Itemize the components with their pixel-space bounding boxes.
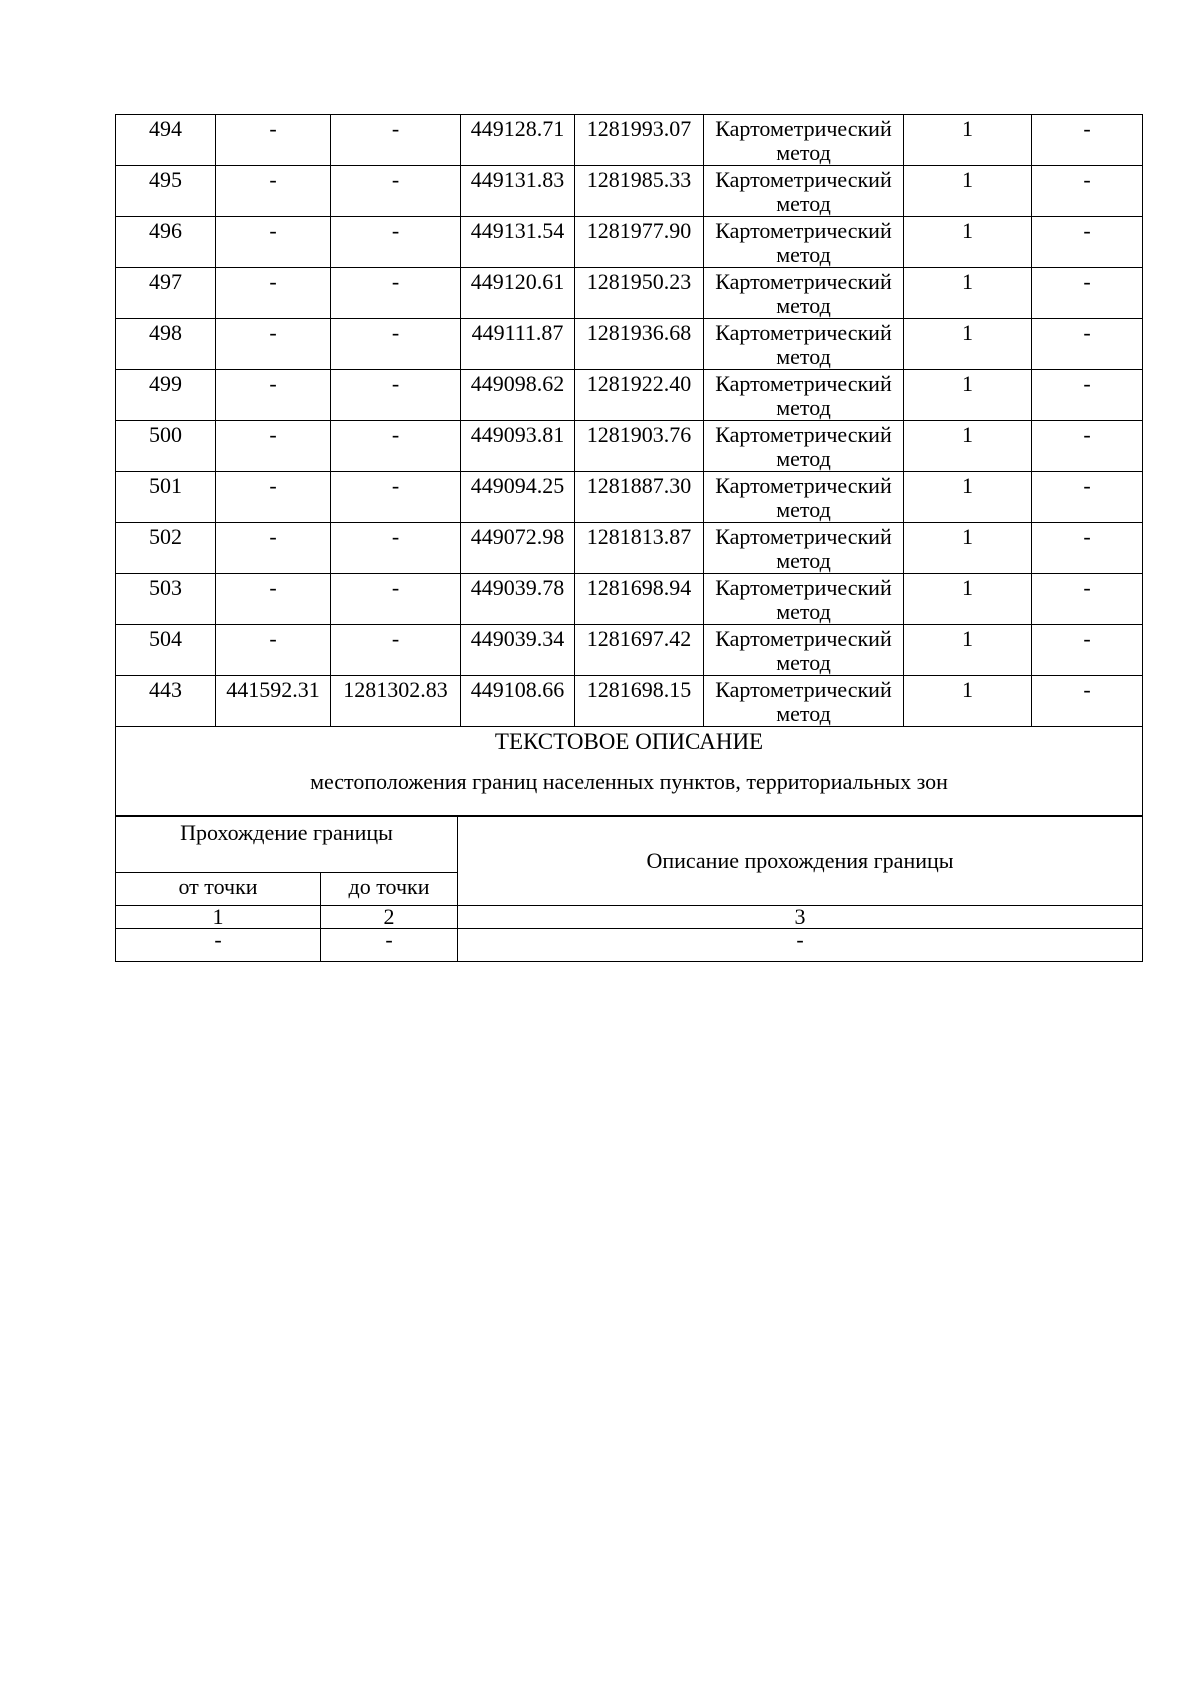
table-row [116, 217, 1143, 268]
note-value-text: - [1083, 575, 1091, 600]
table-row [116, 421, 1143, 472]
note-value-text: - [1083, 473, 1091, 498]
table-row [116, 676, 1143, 727]
x-old-value-text: - [269, 371, 277, 396]
method-line-1: Картометрический [715, 473, 892, 498]
point-number-text: 495 [149, 167, 182, 192]
x-new-value [461, 523, 575, 574]
point-number [116, 370, 216, 421]
method-line-2: метод [776, 140, 831, 165]
x-new-value [461, 370, 575, 421]
y-new-value [575, 166, 704, 217]
table-row [116, 115, 1143, 166]
y-old-value [331, 217, 461, 268]
note-value [1032, 523, 1143, 574]
x-old-value [216, 217, 331, 268]
x-new-value [461, 115, 575, 166]
table-row [116, 370, 1143, 421]
x-new-value-text: 449111.87 [471, 320, 564, 345]
header-from-point-label: от точки [178, 874, 258, 899]
point-number-text: 494 [149, 116, 182, 141]
y-new-value-text: 1281887.30 [586, 473, 692, 498]
method-line-2: метод [776, 599, 831, 624]
point-number-text: 443 [149, 677, 182, 702]
method-line-2: метод [776, 701, 831, 726]
point-number-text: 499 [149, 371, 182, 396]
x-new-value [461, 166, 575, 217]
method-cell [704, 166, 904, 217]
x-new-value-text: 449108.66 [470, 677, 565, 702]
y-old-value [331, 421, 461, 472]
y-old-value-text: 1281302.83 [343, 677, 448, 702]
text-description-row [116, 727, 1143, 817]
method-cell [704, 421, 904, 472]
table-row [116, 574, 1143, 625]
y-old-value [331, 523, 461, 574]
header-boundary-passage-label: Прохождение границы [180, 820, 393, 845]
note-value [1032, 676, 1143, 727]
boundary-description-value: - [458, 929, 1143, 962]
note-value [1032, 370, 1143, 421]
note-value [1032, 268, 1143, 319]
x-new-value-text: 449131.54 [470, 218, 565, 243]
column-number-3: 3 [458, 906, 1143, 929]
y-new-value [575, 676, 704, 727]
note-value-text: - [1083, 269, 1091, 294]
note-value [1032, 319, 1143, 370]
point-number [116, 421, 216, 472]
point-number [116, 217, 216, 268]
accuracy-value [904, 319, 1032, 370]
accuracy-value [904, 166, 1032, 217]
y-new-value-text: 1281950.23 [586, 269, 692, 294]
header-to-point-label: до точки [348, 874, 430, 899]
method-cell [704, 115, 904, 166]
method-line-1: Картометрический [715, 167, 892, 192]
table-row [116, 472, 1143, 523]
y-old-value-text: - [391, 371, 400, 396]
accuracy-value [904, 370, 1032, 421]
point-number-text: 496 [149, 218, 182, 243]
point-number [116, 115, 216, 166]
method-cell [704, 676, 904, 727]
method-line-2: метод [776, 446, 831, 471]
y-new-value-text: 1281697.42 [586, 626, 692, 651]
y-new-value-text: 1281698.15 [586, 677, 692, 702]
point-number [116, 319, 216, 370]
table-row [116, 166, 1143, 217]
x-old-value [216, 166, 331, 217]
accuracy-value-text: 1 [962, 371, 973, 396]
boundary-passage-table [115, 815, 1143, 962]
y-new-value [575, 370, 704, 421]
method-line-2: метод [776, 497, 831, 522]
x-new-value [461, 472, 575, 523]
y-old-value [331, 268, 461, 319]
x-old-value [216, 625, 331, 676]
method-line-2: метод [776, 395, 831, 420]
accuracy-value [904, 268, 1032, 319]
method-line-1: Картометрический [715, 320, 892, 345]
method-line-2: метод [776, 191, 831, 216]
text-description-title: ТЕКСТОВОЕ ОПИСАНИЕ [494, 729, 764, 754]
y-new-value-text: 1281936.68 [586, 320, 692, 345]
x-old-value-text: - [269, 320, 277, 345]
y-new-value-text: 1281985.33 [586, 167, 692, 192]
note-value [1032, 625, 1143, 676]
accuracy-value [904, 217, 1032, 268]
y-old-value-text: - [391, 167, 400, 192]
x-new-value-text: 449072.98 [470, 524, 565, 549]
x-old-value [216, 268, 331, 319]
accuracy-value [904, 523, 1032, 574]
y-old-value [331, 166, 461, 217]
y-new-value [575, 115, 704, 166]
method-line-1: Картометрический [715, 371, 892, 396]
header-boundary-passage [116, 816, 458, 873]
y-old-value-text: - [391, 626, 400, 651]
x-old-value [216, 676, 331, 727]
x-old-value [216, 523, 331, 574]
x-new-value-text: 449039.78 [470, 575, 565, 600]
boundary-to-value: - [321, 929, 458, 962]
x-old-value-text: - [269, 422, 277, 447]
note-value-text: - [1083, 371, 1091, 396]
accuracy-value [904, 421, 1032, 472]
x-new-value [461, 421, 575, 472]
note-value-text: - [1083, 677, 1091, 702]
method-line-1: Картометрический [715, 524, 892, 549]
x-old-value [216, 370, 331, 421]
note-value-text: - [1083, 218, 1091, 243]
column-number-1: 1 [116, 906, 321, 929]
y-new-value-text: 1281813.87 [586, 524, 692, 549]
table-row [116, 523, 1143, 574]
header-from-point [116, 873, 321, 906]
y-old-value [331, 625, 461, 676]
method-line-2: метод [776, 344, 831, 369]
y-old-value-text: - [391, 218, 400, 243]
header-boundary-description: Описание прохождения границы [458, 816, 1143, 906]
method-cell [704, 472, 904, 523]
header-to-point [321, 873, 458, 906]
y-new-value-text: 1281922.40 [586, 371, 692, 396]
y-old-value-text: - [391, 116, 400, 141]
x-new-value [461, 268, 575, 319]
y-new-value-text: 1281698.94 [586, 575, 692, 600]
method-line-2: метод [776, 293, 831, 318]
y-new-value [575, 421, 704, 472]
y-new-value [575, 625, 704, 676]
method-line-1: Картометрический [715, 218, 892, 243]
boundary-data-row [116, 929, 1143, 962]
accuracy-value-text: 1 [962, 422, 973, 447]
y-old-value [331, 472, 461, 523]
y-old-value-text: - [391, 473, 400, 498]
accuracy-value [904, 574, 1032, 625]
coordinates-table [115, 114, 1143, 817]
accuracy-value-text: 1 [962, 269, 973, 294]
method-cell [704, 574, 904, 625]
point-number [116, 625, 216, 676]
point-number-text: 501 [149, 473, 182, 498]
x-new-value [461, 217, 575, 268]
accuracy-value [904, 625, 1032, 676]
method-line-1: Картометрический [715, 575, 892, 600]
note-value-text: - [1083, 167, 1091, 192]
table-row [116, 625, 1143, 676]
accuracy-value-text: 1 [962, 677, 973, 702]
y-new-value [575, 574, 704, 625]
x-new-value [461, 319, 575, 370]
x-old-value [216, 472, 331, 523]
y-new-value [575, 523, 704, 574]
y-old-value [331, 370, 461, 421]
method-line-2: метод [776, 242, 831, 267]
x-old-value-text: 441592.31 [226, 677, 320, 702]
y-new-value [575, 217, 704, 268]
x-old-value-text: - [269, 167, 277, 192]
point-number-text: 497 [149, 269, 182, 294]
x-new-value-text: 449128.71 [470, 116, 565, 141]
x-new-value [461, 625, 575, 676]
accuracy-value-text: 1 [962, 473, 973, 498]
note-value [1032, 115, 1143, 166]
method-line-2: метод [776, 548, 831, 573]
text-description-subtitle: местоположения границ населенных пунктов, территориальных зон [310, 769, 948, 794]
method-line-1: Картометрический [715, 677, 892, 702]
x-new-value-text: 449131.83 [470, 167, 565, 192]
accuracy-value [904, 115, 1032, 166]
note-value [1032, 166, 1143, 217]
x-old-value-text: - [269, 116, 277, 141]
y-new-value [575, 472, 704, 523]
point-number-text: 503 [149, 575, 182, 600]
x-old-value-text: - [269, 473, 277, 498]
x-new-value-text: 449093.81 [470, 422, 565, 447]
method-line-1: Картометрический [715, 269, 892, 294]
x-new-value [461, 676, 575, 727]
accuracy-value [904, 472, 1032, 523]
method-line-2: метод [776, 650, 831, 675]
method-cell [704, 370, 904, 421]
point-number [116, 574, 216, 625]
x-old-value [216, 319, 331, 370]
accuracy-value-text: 1 [962, 167, 973, 192]
accuracy-value-text: 1 [962, 218, 973, 243]
point-number [116, 268, 216, 319]
x-old-value-text: - [269, 218, 277, 243]
accuracy-value-text: 1 [962, 524, 973, 549]
table-row [116, 319, 1143, 370]
x-new-value-text: 449039.34 [470, 626, 565, 651]
method-line-1: Картометрический [715, 422, 892, 447]
column-number-row [116, 906, 1143, 929]
boundary-from-value: - [116, 929, 321, 962]
x-old-value [216, 115, 331, 166]
column-number-2: 2 [321, 906, 458, 929]
x-old-value-text: - [269, 575, 277, 600]
method-cell [704, 217, 904, 268]
point-number-text: 500 [149, 422, 182, 447]
y-old-value [331, 115, 461, 166]
note-value [1032, 574, 1143, 625]
y-old-value [331, 574, 461, 625]
x-new-value-text: 449120.61 [470, 269, 565, 294]
accuracy-value-text: 1 [962, 320, 973, 345]
x-old-value-text: - [269, 626, 277, 651]
x-new-value [461, 574, 575, 625]
note-value [1032, 472, 1143, 523]
point-number-text: 498 [149, 320, 182, 345]
y-new-value-text: 1281993.07 [586, 116, 692, 141]
point-number-text: 504 [149, 626, 182, 651]
x-old-value [216, 421, 331, 472]
note-value-text: - [1083, 116, 1091, 141]
accuracy-value-text: 1 [962, 116, 973, 141]
accuracy-value [904, 676, 1032, 727]
point-number [116, 472, 216, 523]
coordinates-table-body [116, 115, 1143, 727]
y-new-value-text: 1281903.76 [586, 422, 692, 447]
table-row [116, 268, 1143, 319]
method-line-1: Картометрический [715, 626, 892, 651]
note-value-text: - [1083, 320, 1091, 345]
x-old-value-text: - [269, 524, 277, 549]
y-old-value-text: - [391, 575, 400, 600]
method-cell [704, 319, 904, 370]
y-new-value [575, 268, 704, 319]
accuracy-value-text: 1 [962, 626, 973, 651]
point-number [116, 676, 216, 727]
x-old-value [216, 574, 331, 625]
y-old-value-text: - [391, 524, 400, 549]
method-cell [704, 625, 904, 676]
note-value-text: - [1083, 524, 1091, 549]
y-old-value [331, 319, 461, 370]
point-number-text: 502 [149, 524, 182, 549]
y-old-value-text: - [391, 269, 400, 294]
y-old-value [331, 676, 461, 727]
point-number [116, 523, 216, 574]
note-value-text: - [1083, 422, 1091, 447]
method-cell [704, 268, 904, 319]
y-old-value-text: - [391, 320, 400, 345]
note-value-text: - [1083, 626, 1091, 651]
note-value [1032, 217, 1143, 268]
x-old-value-text: - [269, 269, 277, 294]
method-line-1: Картометрический [715, 116, 892, 141]
text-description-cell [116, 727, 1143, 817]
note-value [1032, 421, 1143, 472]
x-new-value-text: 449094.25 [470, 473, 565, 498]
x-new-value-text: 449098.62 [470, 371, 565, 396]
method-cell [704, 523, 904, 574]
y-old-value-text: - [391, 422, 400, 447]
accuracy-value-text: 1 [962, 575, 973, 600]
point-number [116, 166, 216, 217]
y-new-value [575, 319, 704, 370]
y-new-value-text: 1281977.90 [586, 218, 692, 243]
